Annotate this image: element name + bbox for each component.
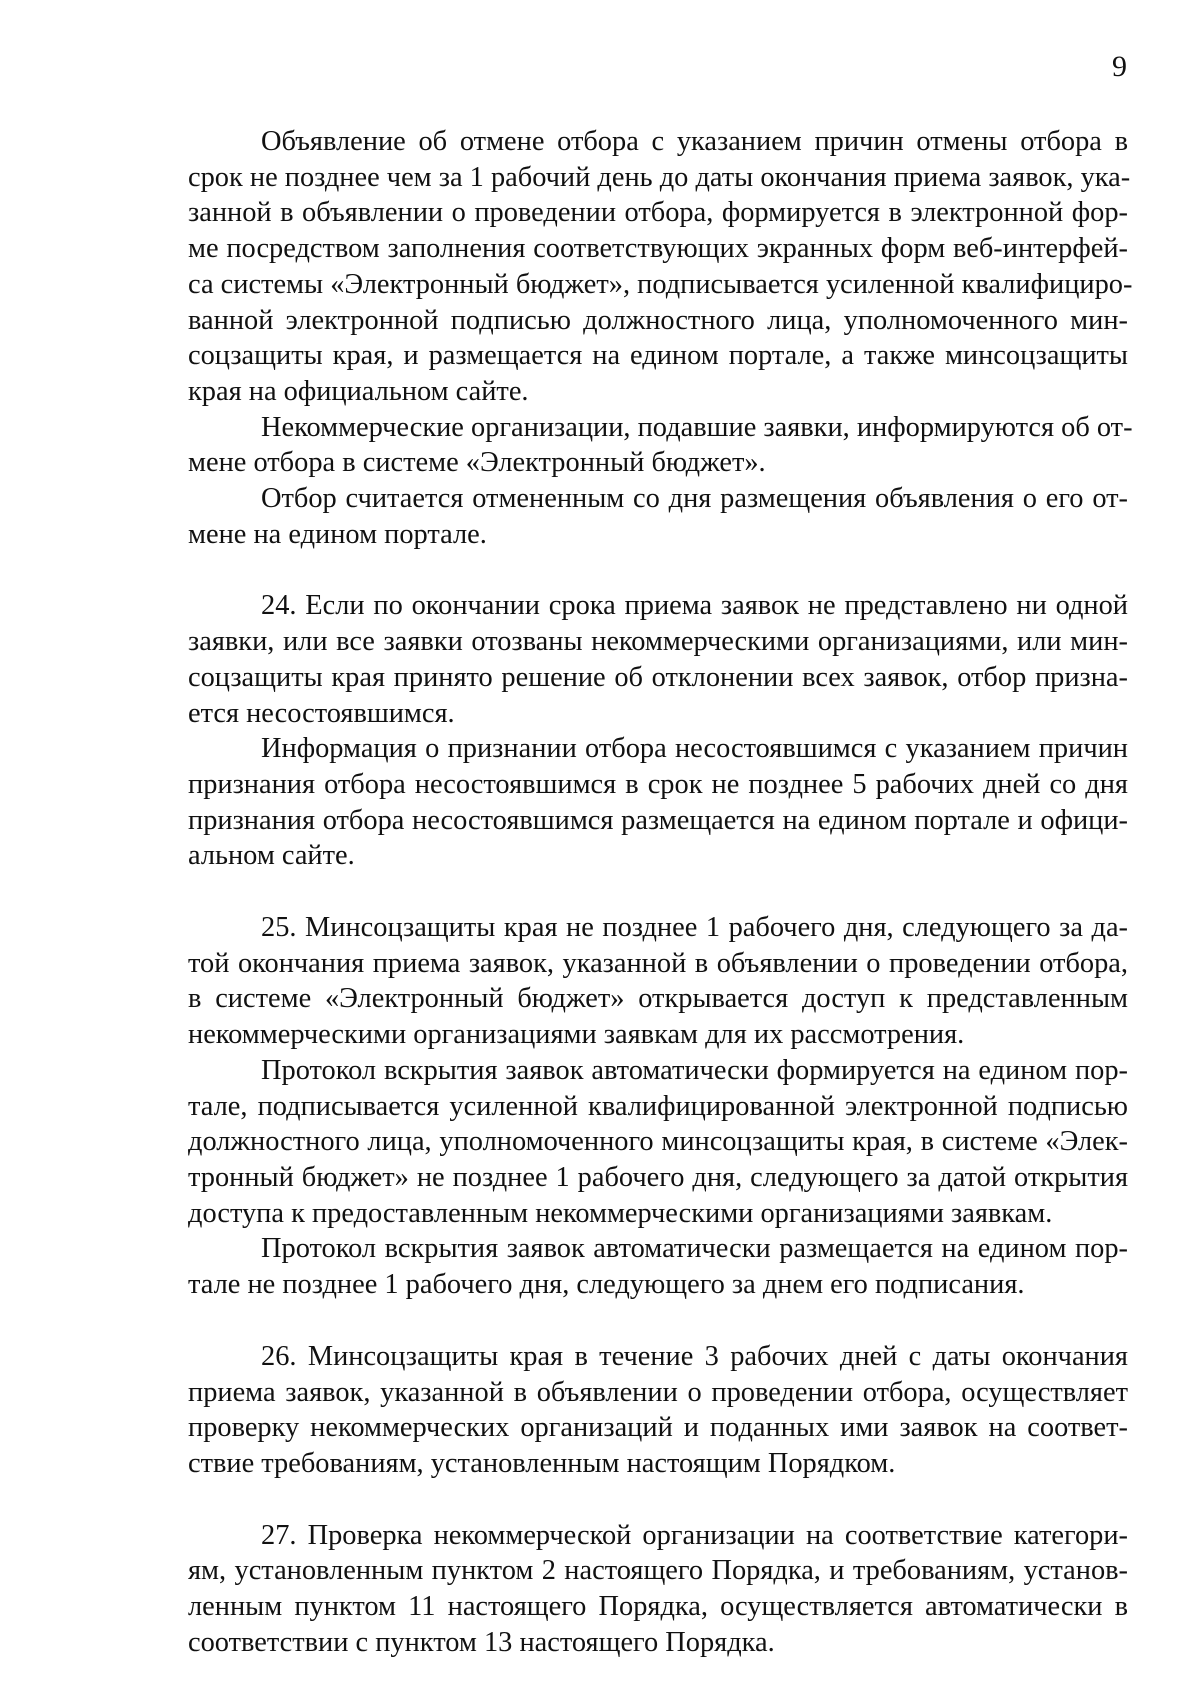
paragraph-spacer xyxy=(188,552,1128,588)
text-line: соцзащиты края, и размещается на едином портале, а также минсоцзащиты xyxy=(188,340,1128,372)
text-line: признания отбора несостоявшимся в срок не позднее 5 рабочих дней со дня xyxy=(188,768,1128,800)
text-line: ленным пунктом 11 настоящего Порядка, осуществляется автоматически в xyxy=(188,1591,1128,1623)
paragraph-spacer xyxy=(188,874,1128,910)
text-line: заявки, или все заявки отозваны некоммерческими организациями, или мин- xyxy=(188,626,1128,658)
text-line: мене на едином портале. xyxy=(188,518,487,550)
paragraph-item-27 xyxy=(188,1518,1128,1661)
text-line: тронный бюджет» не позднее 1 рабочего дня, следующего за датой открытия xyxy=(188,1161,1128,1193)
text-line: ме посредством заполнения соответствующих экранных форм веб-интерфей- xyxy=(188,233,1128,265)
text-line: 25. Минсоцзащиты края не позднее 1 рабочего дня, следующего за да- xyxy=(261,912,1128,944)
text-line: Информация о признании отбора несостоявшимся с указанием причин xyxy=(261,733,1128,765)
text-line: альном сайте. xyxy=(188,840,355,872)
text-line: Объявление об отмене отбора с указанием причин отмены отбора в xyxy=(261,126,1128,157)
text-line: ванной электронной подписью должностного лица, уполномоченного мин- xyxy=(188,304,1128,336)
text-line: 24. Если по окончании срока приема заявок не представлено ни одной xyxy=(261,590,1128,622)
text-line: Отбор считается отмененным со дня размещения объявления о его от- xyxy=(261,483,1128,515)
text-line: ям, установленным пунктом 2 настоящего Порядка, и требованиям, установ- xyxy=(188,1555,1128,1587)
text-line: ствие требованиям, установленным настоящим Порядком. xyxy=(188,1447,896,1479)
text-line: срок не позднее чем за 1 рабочий день до даты окончания приема заявок, ука- xyxy=(188,161,1131,193)
text-line: признания отбора несостоявшимся размещается на едином портале и офици- xyxy=(188,804,1128,836)
text-line: мене отбора в системе «Электронный бюджет». xyxy=(188,447,766,479)
text-line: некоммерческими организациями заявкам для их рассмотрения. xyxy=(188,1019,965,1051)
page-number: 9 xyxy=(1112,50,1127,83)
text-line: доступа к предоставленным некоммерческими организациями заявкам. xyxy=(188,1197,1053,1229)
paragraph-selection-cancelled xyxy=(188,481,1128,552)
paragraph-item-24 xyxy=(188,588,1128,731)
text-line: в системе «Электронный бюджет» открывается доступ к представленным xyxy=(188,983,1128,1015)
text-line: проверку некоммерческих организаций и поданных ими заявок на соответ- xyxy=(188,1412,1128,1444)
paragraph-organizations-informed xyxy=(188,410,1133,481)
text-line: должностного лица, уполномоченного минсоцзащиты края, в системе «Элек- xyxy=(188,1126,1128,1158)
paragraph-item-26 xyxy=(188,1339,1128,1482)
paragraph-spacer xyxy=(188,1303,1128,1339)
text-line: той окончания приема заявок, указанной в объявлении о проведении отбора, xyxy=(188,947,1128,979)
text-line: Протокол вскрытия заявок автоматически размещается на едином пор- xyxy=(261,1233,1128,1265)
text-line: тале не позднее 1 рабочего дня, следующего за днем его подписания. xyxy=(188,1269,1025,1301)
text-line: 26. Минсоцзащиты края в течение 3 рабочих дней с даты окончания xyxy=(261,1340,1128,1372)
paragraph-cancellation-notice xyxy=(188,124,1133,410)
text-line: тале, подписывается усиленной квалифицированной электронной подписью xyxy=(188,1090,1128,1122)
paragraph-spacer xyxy=(188,1482,1128,1518)
document-body xyxy=(188,124,1133,1660)
text-line: занной в объявлении о проведении отбора, формируется в электронной фор- xyxy=(188,197,1128,229)
paragraph-opening-protocol-published xyxy=(188,1231,1128,1302)
text-line: соцзащиты края принято решение об отклонении всех заявок, отбор призна- xyxy=(188,661,1128,693)
text-line: 27. Проверка некоммерческой организации на соответствие категори- xyxy=(261,1519,1128,1551)
paragraph-item-25 xyxy=(188,910,1128,1053)
text-line: соответствии с пунктом 13 настоящего Порядка. xyxy=(188,1626,775,1658)
text-line: приема заявок, указанной в объявлении о проведении отбора, осуществляет xyxy=(188,1376,1128,1408)
text-line: Протокол вскрытия заявок автоматически формируется на едином пор- xyxy=(261,1054,1128,1086)
paragraph-failed-selection-info xyxy=(188,731,1128,874)
text-line: края на официальном сайте. xyxy=(188,375,529,407)
text-line: са системы «Электронный бюджет», подписывается усиленной квалифициро- xyxy=(188,268,1133,300)
text-line: ется несостоявшимся. xyxy=(188,697,455,729)
text-line: Некоммерческие организации, подавшие заявки, информируются об от- xyxy=(261,411,1133,443)
paragraph-opening-protocol-formed xyxy=(188,1053,1128,1232)
